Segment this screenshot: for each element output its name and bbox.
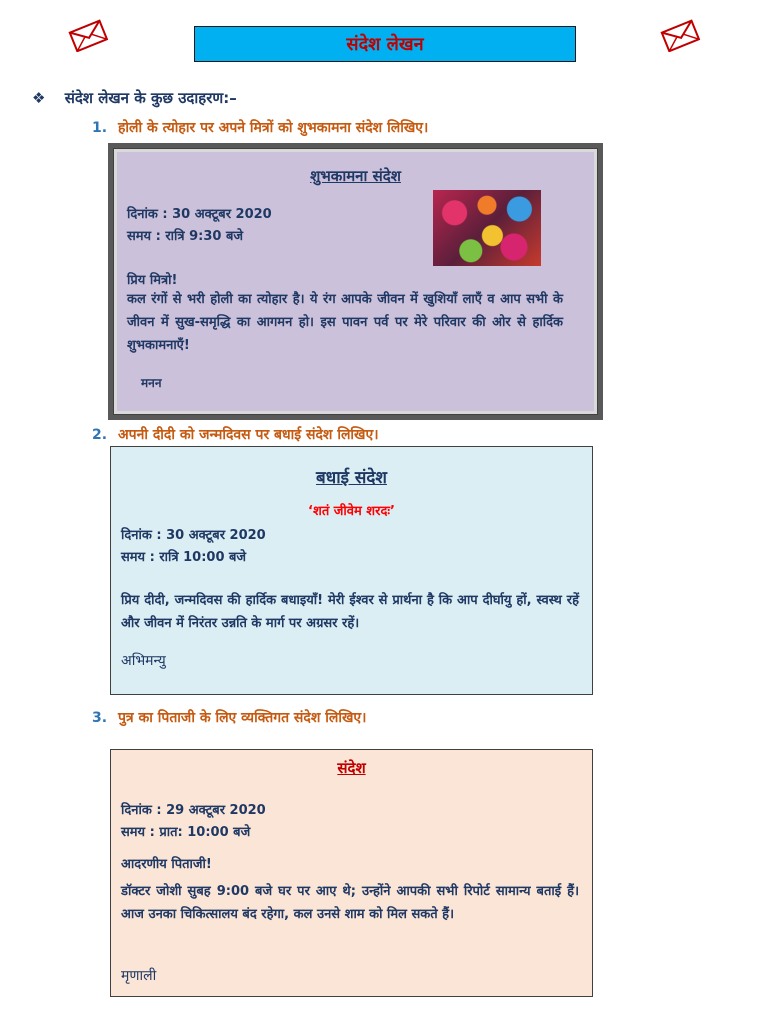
question-2 xyxy=(92,425,379,444)
card-time: समय : रात्रि 9:30 बजे xyxy=(127,229,244,244)
section-heading xyxy=(32,88,237,108)
envelope-icon xyxy=(658,18,702,52)
question-1 xyxy=(92,118,428,137)
greeting-card xyxy=(108,143,603,420)
card-body: प्रिय दीदी, जन्मदिवस की हार्दिक बधाइयाँ! मेरी ईश्वर से प्रार्थना है कि आप दीर्घायु हों, स्वस्थ रहें और जीवन में निरंतर उन्नति के मार्ग पर अग्रसर रहें। xyxy=(121,593,579,631)
card-date: दिनांक : 30 अक्टूबर 2020 xyxy=(127,207,272,222)
card-signature: मृणाली xyxy=(121,968,157,984)
card-date: दिनांक : 30 अक्टूबर 2020 xyxy=(121,528,266,543)
page-title: संदेश लेखन xyxy=(194,26,576,62)
envelope-icon xyxy=(66,18,110,52)
card-greeting: आदरणीय पिताजी! xyxy=(121,857,212,872)
message-card xyxy=(110,749,593,997)
holi-photo xyxy=(433,190,541,266)
card-time: समय : रात्रि 10:00 बजे xyxy=(121,550,247,565)
bullet-icon: ❖ xyxy=(32,89,46,107)
card-title: शुभकामना संदेश xyxy=(310,167,401,185)
question-text: अपनी दीदी को जन्मदिवस पर बधाई संदेश लिखिए। xyxy=(117,427,379,443)
section-heading-text: संदेश लेखन के कुछ उदाहरण:– xyxy=(64,89,237,107)
card-signature: मनन xyxy=(141,376,162,390)
card-subtitle: ‘शतं जीवेम शरदः’ xyxy=(308,504,395,519)
card-greeting: प्रिय मित्रो! xyxy=(127,273,178,288)
card-title: संदेश xyxy=(337,759,366,777)
card-body: डॉक्टर जोशी सुबह 9:00 बजे घर पर आए थे; उन्होंने आपकी सभी रिपोर्ट सामान्य बताई हैं। आज उनका चिकित्सालय बंद रहेगा, कल उनसे शाम को मिल सकते हैं। xyxy=(121,884,579,922)
question-text: होली के त्योहार पर अपने मित्रों को शुभकामना संदेश लिखिए। xyxy=(117,120,429,136)
card-title: बधाई संदेश xyxy=(316,468,387,488)
question-text: पुत्र का पिताजी के लिए व्यक्तिगत संदेश लिखिए। xyxy=(117,710,367,726)
card-date: दिनांक : 29 अक्टूबर 2020 xyxy=(121,803,266,818)
question-number: 3. xyxy=(92,710,108,726)
question-number: 2. xyxy=(92,427,108,443)
greeting-card-inner xyxy=(114,149,597,414)
card-body: कल रंगों से भरी होली का त्योहार है। ये रंग आपके जीवन में खुशियाँ लाएँ व आप सभी के जीवन में सुख-समृद्धि का आगमन हो। इस पावन पर्व पर मेरे परिवार की ओर से हार्दिक शुभकामनाएँ! xyxy=(127,292,563,353)
birthday-card xyxy=(110,446,593,695)
question-3 xyxy=(92,708,366,727)
card-signature: अभिमन्यु xyxy=(121,653,166,669)
question-number: 1. xyxy=(92,120,108,136)
card-time: समय : प्रात: 10:00 बजे xyxy=(121,825,251,840)
